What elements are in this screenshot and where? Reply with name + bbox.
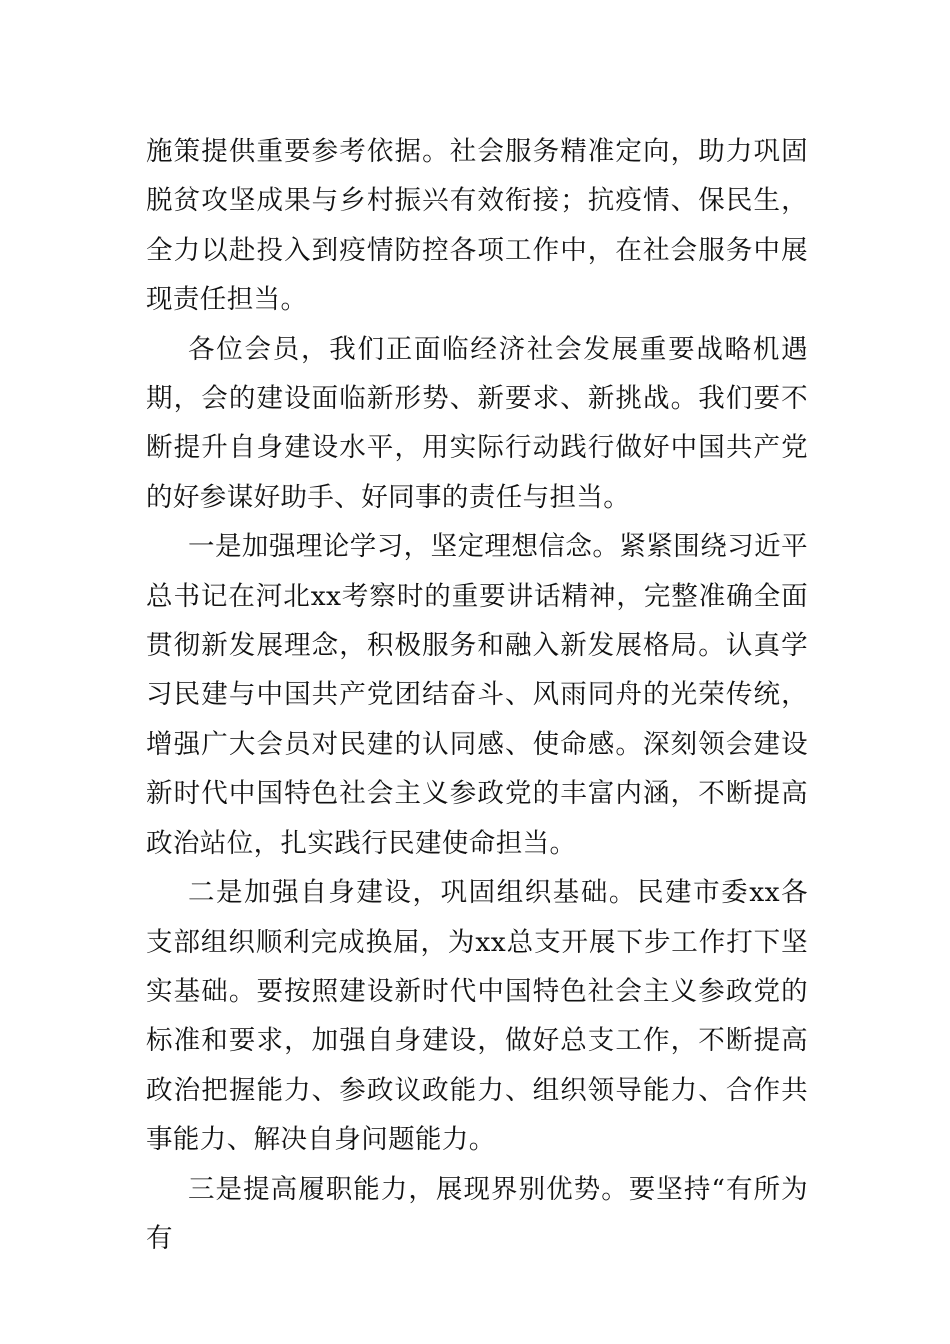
document-page bbox=[146, 127, 808, 1263]
paragraph-2: 各位会员，我们正面临经济社会发展重要战略机遇期，会的建设面临新形势、新要求、新挑战。我们要不断提升自身建设水平，用实际行动践行做好中国共产党的好参谋好助手、好同事的责任与担当。 bbox=[146, 333, 808, 513]
paragraph-5: 三是提高履职能力，展现界别优势。要坚持“有所为有 bbox=[146, 1173, 808, 1254]
paragraph-4: 二是加强自身建设，巩固组织基础。民建市委xx各支部组织顺利完成换届，为xx总支开展下步工作打下坚实基础。要按照建设新时代中国特色社会主义参政党的标准和要求，加强自身建设，做好总支工作，不断提高政治把握能力、参政议政能力、组织领导能力、合作共事能力、解决自身问题能力。 bbox=[146, 877, 808, 1156]
paragraph-1: 施策提供重要参考依据。社会服务精准定向，助力巩固脱贫攻坚成果与乡村振兴有效衔接；抗疫情、保民生，全力以赴投入到疫情防控各项工作中，在社会服务中展现责任担当。 bbox=[146, 136, 808, 316]
paragraph-3: 一是加强理论学习，坚定理想信念。紧紧围绕习近平总书记在河北xx考察时的重要讲话精神，完整准确全面贯彻新发展理念，积极服务和融入新发展格局。认真学习民建与中国共产党团结奋斗、风雨同舟的光荣传统，增强广大会员对民建的认同感、使命感。深刻领会建设新时代中国特色社会主义参政党的丰富内涵，不断提高政治站位，扎实践行民建使命担当。 bbox=[146, 531, 808, 859]
